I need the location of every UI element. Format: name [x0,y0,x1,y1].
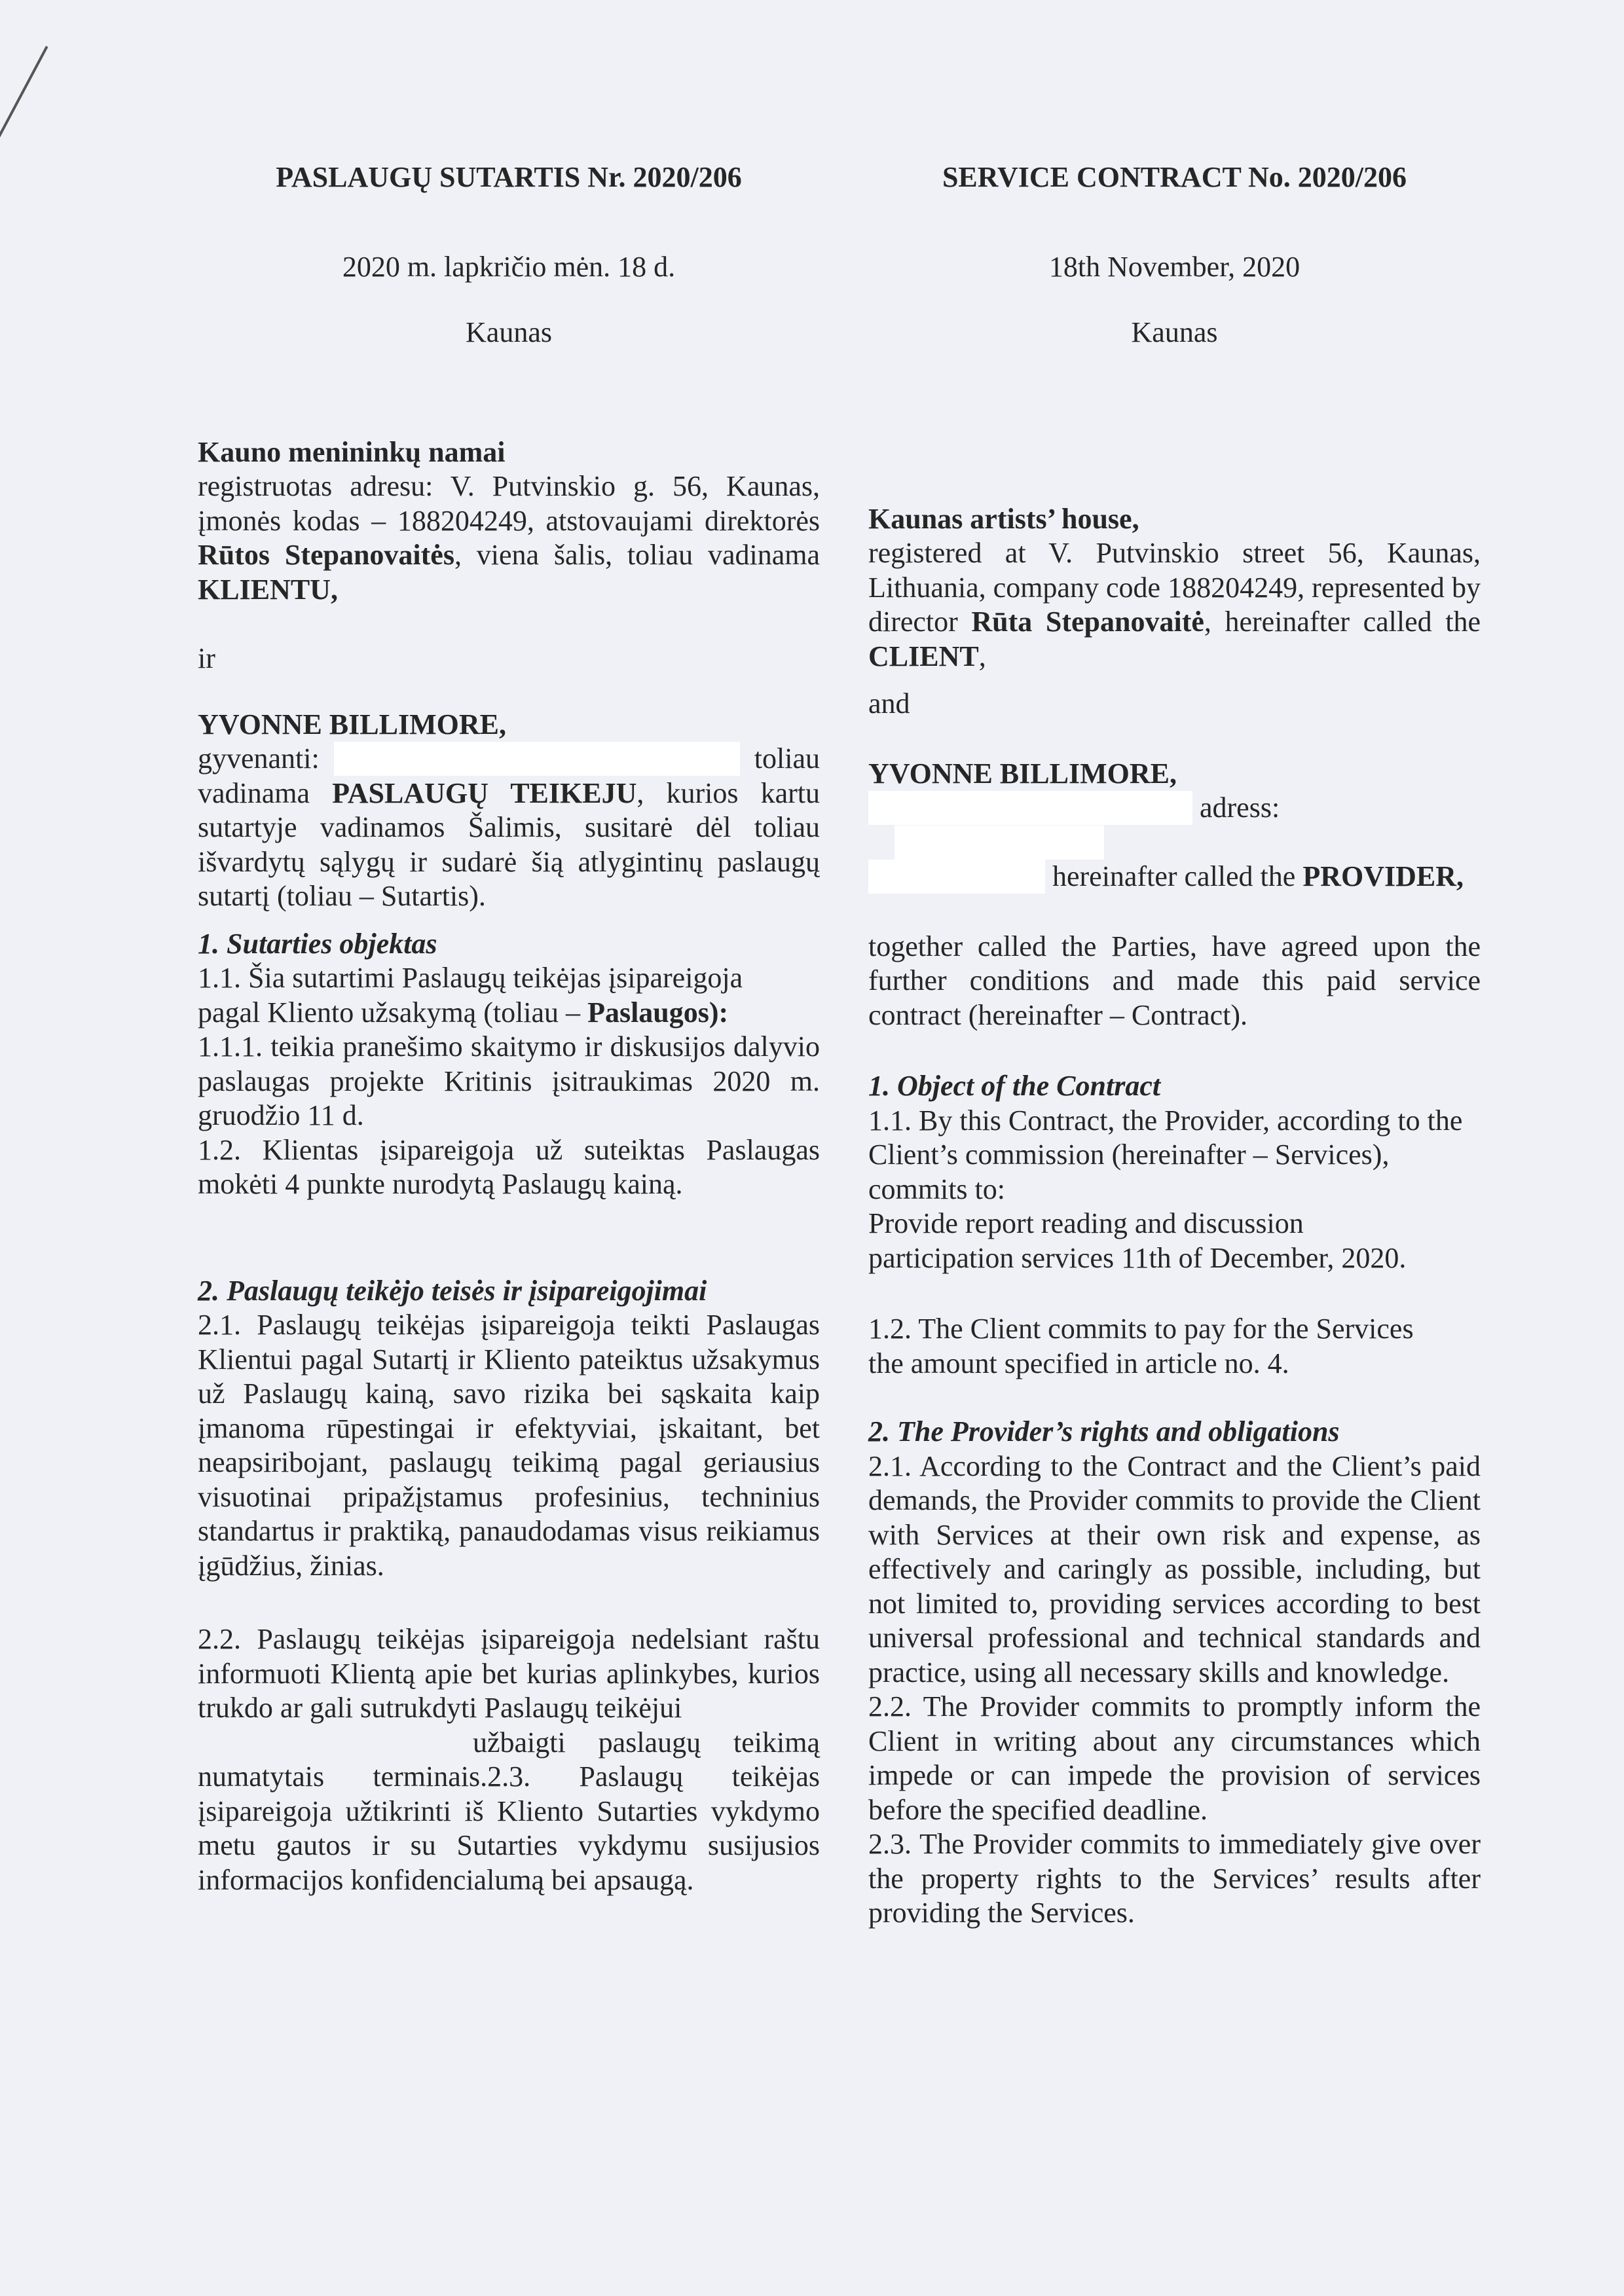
rt-together: together called the Parties, have agreed upon the further conditions and made this paid service contract (hereinafter – Contract). [868,930,1481,1031]
lt-s2-heading: 2. Paslaugų teikėjo teisės ir įsipareigojimai [198,1274,707,1307]
rt-s1-2 [868,1312,1481,1381]
lt-further: toliau vadinama [198,742,820,809]
lt-s1-1a: 1.1. Šia sutartimi Paslaugų teikėjas įsipareigoja [198,962,743,994]
rt-s2-2: 2.2. The Provider commits to promptly inform the Client in writing about any circumstances which impede or can impede the provision of services before the specified deadline. [868,1690,1481,1826]
rt-party1-b: , hereinafter called the [1204,606,1481,638]
rt-provider-role: PROVIDER, [1302,860,1464,892]
lt-and: ir [198,642,215,674]
lt-title: PASLAUGŲ SUTARTIS Nr. 2020/206 [276,161,742,193]
rt-party1-name: Kaunas artists’ house, [868,502,1139,535]
lt-s2-2b: užbaigti paslaugų teikimą [473,1726,820,1758]
redacted-address-2 [868,860,1045,894]
lt-s1-heading: 1. Sutarties objektas [198,927,437,960]
rt-adress-label: adress: [1200,792,1280,824]
lt-party1-name: Kauno menininkų namai [198,435,506,468]
rt-party2 [868,757,1481,894]
rt-s1-2b: the amount specified in article no. 4. [868,1347,1289,1379]
rt-s1-1: 1.1. By this Contract, the Provider, according to the Client’s commission (hereinafter – Services), commits to: [868,1104,1463,1205]
lt-s1-1 [198,961,820,1030]
redacted-name [868,791,1192,825]
rt-s1-line1: Provide report reading and discussion [868,1207,1304,1239]
rt-party1-c: , [978,640,986,672]
lt-s2-1: 2.1. Paslaugų teikėjas įsipareigoja teikti Paslaugas Klientui pagal Sutartį ir Kliento pateiktus užsakymus už Paslaugų kainą, savo rizika bei sąskaita kaip įmanoma rūpestingai ir efektyviai, įskaitant, bet neapsiribojant, paslaugų teikimą pagal geriausius visuotinai pripažįstamus profesinius, techninius standartus ir praktiką, panaudodamas visus reikiamus įgūdžius, žinias. [198,1309,820,1582]
rt-and: and [868,687,910,720]
lt-party2 [198,708,820,914]
rt-director: Rūta Stepanovaitė [971,606,1204,638]
rt-city: Kaunas [1131,316,1218,348]
lt-s2-2 [198,1622,820,1897]
lt-date: 2020 m. lapkričio mėn. 18 d. [342,250,676,283]
lt-city: Kaunas [466,316,552,348]
lt-director: Rūtos Stepanovaitės [198,539,454,571]
lt-s1-1bold: Paslaugos): [587,996,729,1029]
lt-s2-2c: numatytais terminais.2.3. Paslaugų teikėjas įsipareigoja užtikrinti iš Kliento Sutarties vykdymo metu gautos ir su Sutarties vykdymu susijusios informacijos konfidencialumą bei apsaugą. [198,1760,820,1896]
lt-party2-name: YVONNE BILLIMORE, [198,708,506,740]
lt-party1-text2: , viena šalis, toliau vadinama [454,539,820,571]
rt-s1-line2: participation services 11th of December, 2020. [868,1241,1407,1274]
lt-s1-2: 1.2. Klientas įsipareigoja už suteiktas Paslaugas mokėti 4 punkte nurodytą Paslaugų kainą. [198,1133,820,1200]
right-column [868,160,1481,1931]
rt-s2-1: 2.1. According to the Contract and the Client’s paid demands, the Provider commits to provide the Client with Services at their own risk and expense, as effectively and caringly as possible, including, but not limited to, providing services according to best universal professional and technical standards and practice, using all necessary skills and knowledge. [868,1449,1481,1688]
lt-s2-2a: 2.2. Paslaugų teikėjas įsipareigoja nedelsiant raštu informuoti Klientą apie bet kurias aplinkybes, kurios trukdo ar gali sutrukdyti Paslaugų teikėjui [198,1623,820,1724]
lt-role: KLIENTU, [198,573,338,606]
rt-party2-name: YVONNE BILLIMORE, [868,757,1177,790]
lt-s1-1-1: 1.1.1. teikia pranešimo skaitymo ir diskusijos dalyvio paslaugas projekte Kritinis įsitraukimas 2020 m. gruodžio 11 d. [198,1030,820,1131]
rt-s1-heading: 1. Object of the Contract [868,1070,1161,1102]
rt-party1-a: registered at V. Putvinskio street 56, Kaunas, Lithuania, company code 188204249, represented by director [868,537,1481,638]
rt-s2-3: 2.3. The Provider commits to immediately give over the property rights to the Services’ results after providing the Services. [868,1828,1481,1929]
rt-s1-2a: 1.2. The Client commits to pay for the Services [868,1313,1414,1345]
redacted-address [895,826,1104,860]
redacted-address [334,742,740,776]
rt-title: SERVICE CONTRACT No. 2020/206 [942,161,1407,193]
rt-date: 18th November, 2020 [1048,250,1301,283]
rt-s1-1-lines [868,1207,1481,1275]
rt-role: CLIENT [868,640,979,672]
lt-party1 [198,435,820,608]
pen-mark [0,46,48,139]
lt-s1-1b: pagal Kliento užsakymą (toliau – [198,996,588,1029]
rt-party1 [868,502,1481,674]
rt-s2-heading: 2. The Provider’s rights and obligations [868,1415,1340,1448]
lt-provider-role: PASLAUGŲ TEIKEJU [332,776,637,809]
left-column [198,160,820,1897]
lt-living-label: gyvenanti: [198,742,320,774]
rt-party2-b: hereinafter called the [1052,860,1303,892]
lt-party2-c: , kurios kartu sutartyje vadinamos Šalimis, susitarė dėl toliau išvardytų sąlygų ir sudarė šią atlygintinų paslaugų sutartį (toliau – Sutartis). [198,776,820,912]
lt-party1-text: registruotas adresu: V. Putvinskio g. 56, Kaunas, įmonės kodas – 188204249, atstovaujami direktorės [198,470,820,537]
